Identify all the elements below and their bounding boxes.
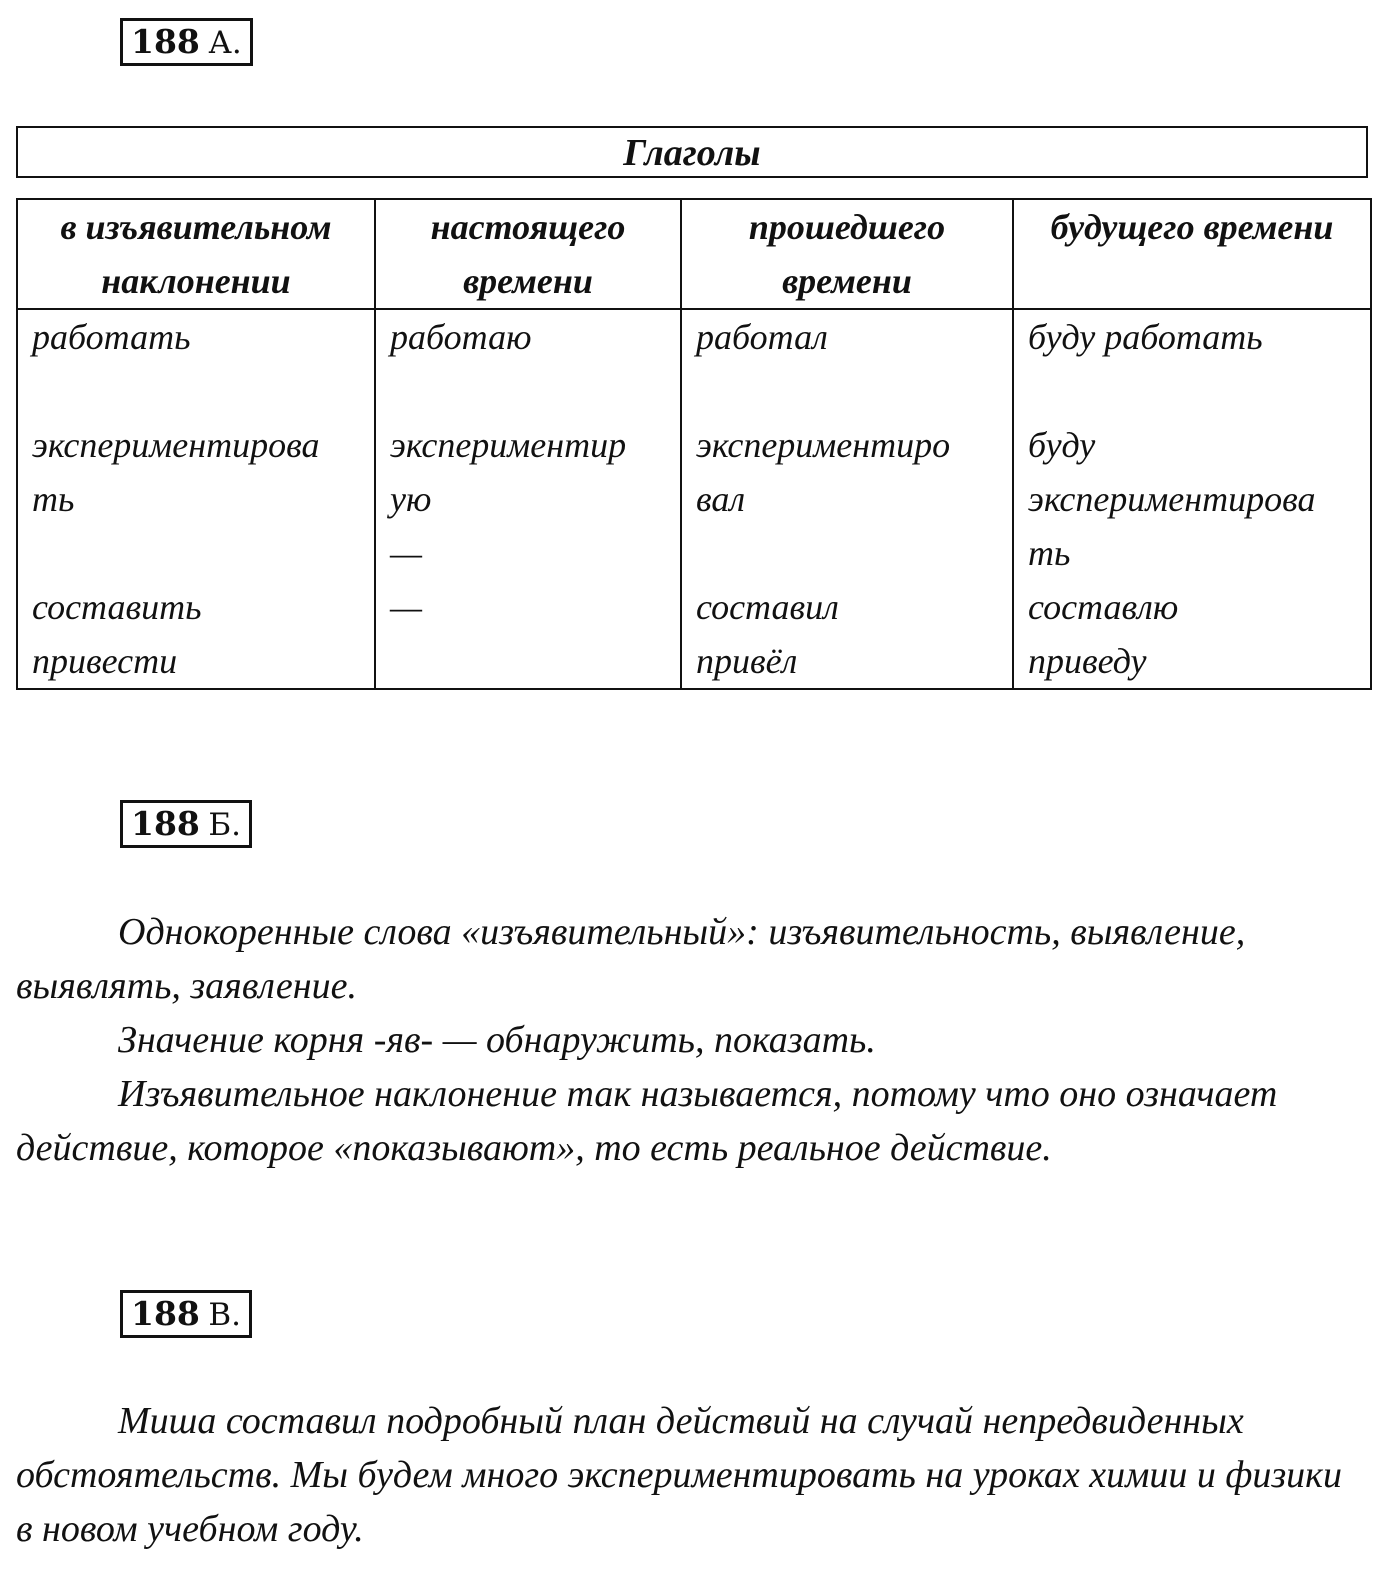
verb-cell: ть bbox=[32, 479, 75, 519]
paragraph-explanation bbox=[16, 1067, 1366, 1175]
exercise-label-188c bbox=[120, 1290, 252, 1338]
verb-cell: экспериментирова bbox=[32, 425, 320, 465]
table-title: Глаголы bbox=[16, 126, 1368, 178]
verb-cell: работать bbox=[32, 317, 191, 357]
header-line: времени bbox=[463, 261, 593, 301]
verb-cell: — bbox=[390, 587, 423, 627]
table-header-row bbox=[17, 199, 1371, 309]
paragraph-text: Миша составил подробный план действий на случай непредвиденных обстоятельств. Мы будем много экспериментировать на уроках химии и физики в новом учебном году. bbox=[16, 1400, 1342, 1550]
verbs-table bbox=[16, 198, 1372, 690]
header-line: наклонении bbox=[101, 261, 291, 301]
exercise-label-188a bbox=[120, 18, 253, 66]
paragraph-text: Однокоренные слова «изъявительный»: изъявительность, выявление, выявлять, заявление. bbox=[16, 911, 1246, 1007]
verb-cell: ть bbox=[1028, 533, 1071, 573]
column-indicative bbox=[17, 309, 375, 689]
verb-cell: буду bbox=[1028, 425, 1096, 465]
header-future bbox=[1013, 199, 1371, 309]
verb-cell bbox=[390, 364, 666, 418]
column-present bbox=[375, 309, 681, 689]
paragraph-cognates bbox=[16, 905, 1366, 1013]
verb-cell: экспериментиро bbox=[696, 425, 951, 465]
paragraph-root-meaning bbox=[16, 1013, 1366, 1067]
header-past bbox=[681, 199, 1013, 309]
paragraph-text: Изъявительное наклонение так называется, потому что оно означает действие, которое «показывают», то есть реальное действие. bbox=[16, 1073, 1278, 1169]
header-line: прошедшего bbox=[748, 207, 946, 247]
header-line: настоящего bbox=[430, 207, 626, 247]
verb-cell: привёл bbox=[696, 641, 798, 681]
verb-cell: ую bbox=[390, 479, 432, 519]
verb-cell: приведу bbox=[1028, 641, 1147, 681]
verb-cell bbox=[390, 634, 666, 688]
header-line: будущего времени bbox=[1050, 207, 1334, 247]
verb-cell: составил bbox=[696, 587, 839, 627]
verb-cell: составить bbox=[32, 587, 202, 627]
table-row bbox=[17, 309, 1371, 689]
exercise-number: 188 bbox=[131, 22, 200, 61]
header-line: времени bbox=[782, 261, 912, 301]
verb-cell: работал bbox=[696, 317, 828, 357]
exercise-number: 188 bbox=[131, 1294, 200, 1333]
exercise-label-188b bbox=[120, 800, 252, 848]
exercise-letter: Б. bbox=[208, 807, 242, 843]
verb-cell bbox=[1028, 364, 1356, 418]
verb-cell bbox=[696, 526, 998, 580]
verb-cell: привести bbox=[32, 641, 178, 681]
verb-cell: буду работать bbox=[1028, 317, 1263, 357]
verb-cell: вал bbox=[696, 479, 746, 519]
header-present bbox=[375, 199, 681, 309]
column-past bbox=[681, 309, 1013, 689]
exercise-letter: А. bbox=[208, 25, 242, 61]
header-line: в изъявительном bbox=[60, 207, 332, 247]
exercise-number: 188 bbox=[131, 804, 200, 843]
verb-cell: — bbox=[390, 533, 423, 573]
paragraph-sentences bbox=[16, 1394, 1366, 1556]
verb-cell: экспериментир bbox=[390, 425, 627, 465]
verb-cell bbox=[696, 364, 998, 418]
verb-cell: экспериментирова bbox=[1028, 479, 1316, 519]
verb-cell: составлю bbox=[1028, 587, 1179, 627]
header-indicative bbox=[17, 199, 375, 309]
column-future bbox=[1013, 309, 1371, 689]
verb-cell bbox=[32, 364, 360, 418]
verb-cell: работаю bbox=[390, 317, 532, 357]
verb-cell bbox=[32, 526, 360, 580]
exercise-letter: В. bbox=[208, 1297, 242, 1333]
paragraph-text: Значение корня -яв- — обнаружить, показать. bbox=[118, 1019, 876, 1061]
